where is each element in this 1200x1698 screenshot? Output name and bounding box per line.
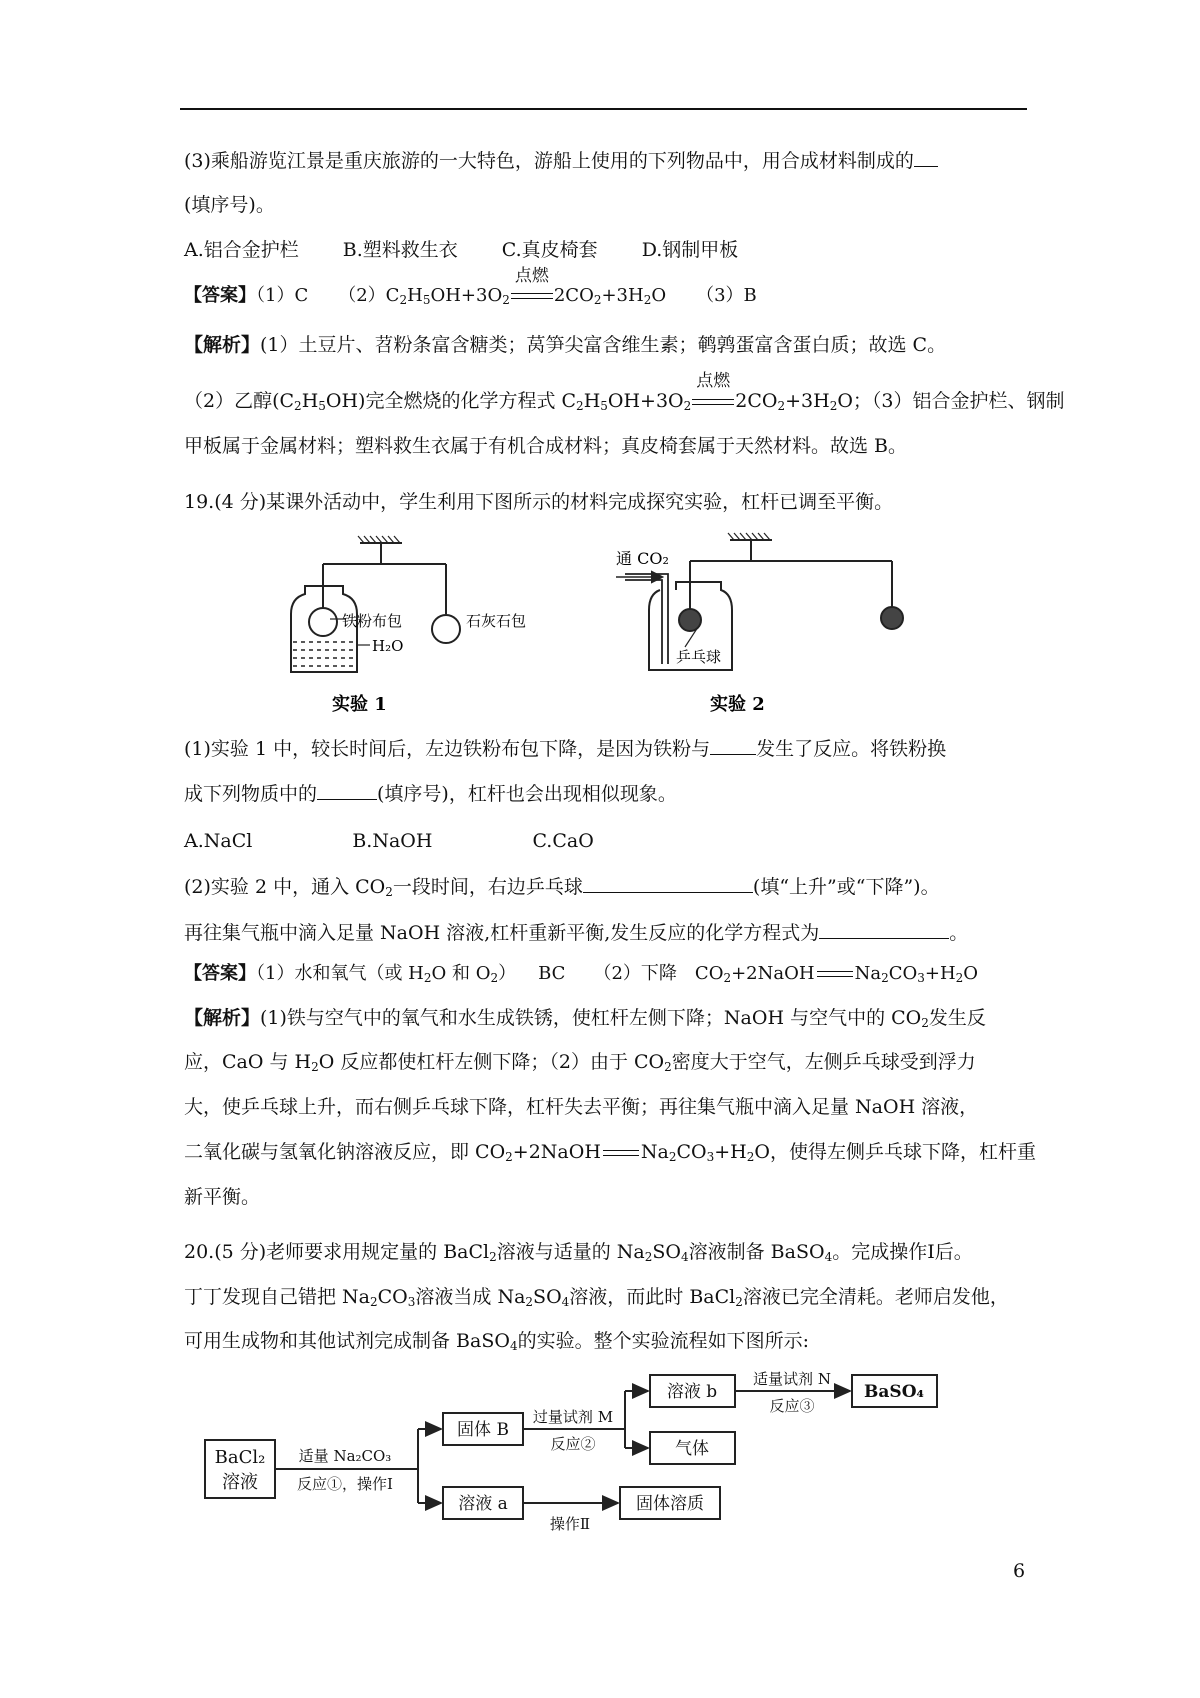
q19-p2-line1: (2)实验 2 中，通入 $CO_2$一段时间，右边乒乓球 (填“上升”或“下降”)。 bbox=[184, 872, 940, 901]
label-co2-inlet: 通 CO₂ bbox=[616, 549, 669, 568]
reaction-condition: 点燃 bbox=[511, 282, 553, 310]
bacl2-label: BaCl₂ bbox=[214, 1447, 266, 1468]
q18-options: A.铝合金护栏 B.塑料救生衣 C.真皮椅套 D.钢制甲板 bbox=[184, 239, 739, 261]
solid-b-label: 固体 B bbox=[457, 1420, 509, 1440]
ping-pong-ball-right bbox=[881, 607, 903, 629]
q19-p1-line1: (1)实验 1 中，较长时间后，左边铁粉布包下降，是因为铁粉与 发生了反应。将铁粉换 bbox=[184, 734, 946, 763]
q18-answer: 【答案】（1）C $(2)C_2H_5OH+3O_2$ 点燃 $2CO_2+3H_2O$ （3）B bbox=[184, 282, 757, 310]
bacl2-solution-label: 溶液 bbox=[222, 1472, 258, 1493]
q20-line1: 20.(5 分)老师要求用规定量的 BaCl$_2$溶液与适量的 $Na_2SO_4$溶液制备 BaSO$_4$。完成操作Ⅰ后。 bbox=[184, 1241, 973, 1264]
solution-a-label: 溶液 a bbox=[458, 1494, 508, 1514]
arrow1-bottom-label: 反应①，操作Ⅰ bbox=[297, 1475, 393, 1493]
label-water: H₂O bbox=[372, 637, 404, 655]
arrow1-top-label: 适量 Na₂CO₃ bbox=[298, 1447, 392, 1465]
q19-figure bbox=[290, 530, 930, 720]
q19-analysis-5: 新平衡。 bbox=[184, 1186, 261, 1208]
q19-analysis-1: 【解析】(1)铁与空气中的氧气和水生成铁锈，使杠杆左侧下降；NaOH 与空气中的 $CO_2$发生反 bbox=[184, 1007, 986, 1030]
baso4-label: BaSO₄ bbox=[864, 1382, 924, 1402]
solution-b-label: 溶液 b bbox=[666, 1382, 718, 1402]
q18-analysis-2: （2）乙醇$(C_2H_5OH)$完全燃烧的化学方程式 $C_2H_5OH+3O_2$ 点燃 $2CO_2+3H_2O$；（3）铝合金护栏、钢制 bbox=[184, 371, 1065, 413]
reaction-condition: 点燃 bbox=[692, 387, 734, 415]
arrow-m-bottom-label: 反应② bbox=[550, 1435, 596, 1453]
caption-experiment-2: 实验 2 bbox=[710, 694, 765, 715]
label-iron-pack: 铁粉布包 bbox=[342, 612, 403, 630]
caption-experiment-1: 实验 1 bbox=[332, 694, 387, 715]
solid-solute-label: 固体溶质 bbox=[636, 1494, 704, 1514]
label-lime-pack: 石灰石包 bbox=[466, 612, 527, 630]
q18-p3-line2: (填序号)。 bbox=[184, 194, 275, 216]
gas-label: 气体 bbox=[675, 1439, 709, 1459]
q19-p2-line2: 再往集气瓶中滴入足量 NaOH 溶液,杠杆重新平衡,发生反应的化学方程式为 。 bbox=[184, 918, 968, 947]
page-number: 6 bbox=[1013, 1560, 1026, 1582]
q19-p1-line2: 成下列物质中的 (填序号)，杠杆也会出现相似现象。 bbox=[184, 779, 677, 808]
ping-pong-ball-left bbox=[679, 609, 701, 631]
q18-p3-line1: (3)乘船游览江景是重庆旅游的一大特色，游船上使用的下列物品中，用合成材料制成的 bbox=[184, 146, 938, 175]
q19-answer: 【答案】（1）水和氧气（或 $H_2O$ 和 $O_2$） BC （2）下降 $CO_2+2NaOH$ $Na_2CO_3+H_2O$ bbox=[184, 963, 979, 985]
arrow-n-top-label: 适量试剂 N bbox=[753, 1370, 831, 1388]
q19-analysis-2: 应，CaO 与 $H_2O$ 反应都使杠杆左侧下降；（2）由于 $CO_2$密度大于空气，左侧乒乓球受到浮力 bbox=[184, 1051, 976, 1074]
q18-analysis-1: 【解析】(1）土豆片、苕粉条富含糖类；莴笋尖富含维生素；鹌鹑蛋富含蛋白质；故选 C。 bbox=[184, 334, 947, 356]
q19-analysis-3: 大，使乒乓球上升，而右侧乒乓球下降，杠杆失去平衡；再往集气瓶中滴入足量 NaOH 溶液， bbox=[184, 1096, 979, 1118]
q19-analysis-4: 二氧化碳与氢氧化钠溶液反应，即 $CO_2+2NaOH$ $Na_2CO_3+H_2O$，使得左侧乒乓球下降，杠杆重 bbox=[184, 1141, 1036, 1164]
operation-ii-label: 操作Ⅱ bbox=[549, 1515, 591, 1533]
arrow-n-bottom-label: 反应③ bbox=[769, 1397, 815, 1415]
q19-options: A.NaCl B.NaOH C.CaO bbox=[184, 830, 594, 852]
q20-line3: 可用生成物和其他试剂完成制备 BaSO$_4$的实验。整个实验流程如下图所示: bbox=[184, 1330, 809, 1353]
q19-stem: 19.(4 分)某课外活动中，学生利用下图所示的材料完成探究实验，杠杆已调至平衡。 bbox=[184, 491, 894, 513]
q20-line2: 丁丁发现自己错把 $Na_2CO_3$溶液当成 $Na_2SO_4$溶液，而此时 BaCl$_2$溶液已完全清耗。老师启发他， bbox=[184, 1286, 1009, 1309]
header-rule bbox=[180, 108, 1027, 110]
q20-flow-diagram bbox=[200, 1365, 960, 1535]
arrow-m-top-label: 过量试剂 M bbox=[532, 1408, 614, 1426]
q18-analysis-3: 甲板属于金属材料；塑料救生衣属于有机合成材料；真皮椅套属于天然材料。故选 B。 bbox=[184, 435, 908, 457]
label-ping-pong: 乒乓球 bbox=[676, 648, 722, 666]
